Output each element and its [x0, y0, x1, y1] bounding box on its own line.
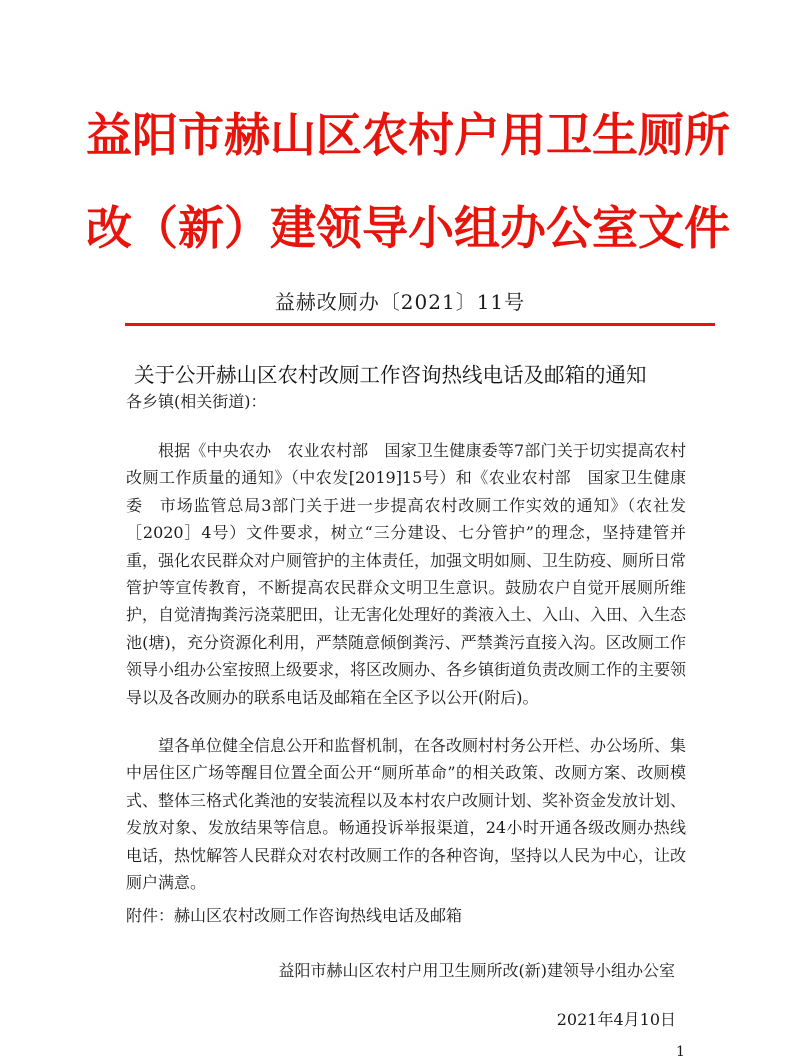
document-header-title-line2: 改（新）建领导小组办公室文件	[86, 201, 730, 255]
document-number: 益赫改厕办〔2021〕11号	[274, 290, 526, 314]
body-paragraph-1: 根据《中央农办 农业农村部 国家卫生健康委等7部门关于切实提高农村改厕工作质量的通知》（中农发[2019]15号）和《农业农村部 国家卫生健康委 市场监管总局3部门关于进一步提高农村改厕工作实效的通知》（农社发［2020］4号）文件要求，树立“三分建设、七分管护”的理念，坚持建管并重，强化农民群众对户厕管护的主体责任，加强文明如厕、卫生防疫、厕所日常管护等宣传教育，不断提高农民群众文明卫生意识。鼓励农户自觉开展厕所维护，自觉清掏粪污浇菜肥田，让无害化处理好的粪液入土、入山、入田、入生态池(塘)，充分资源化利用，严禁随意倾倒粪污、严禁粪污直接入沟。区改厕工作领导小组办公室按照上级要求，将区改厕办、各乡镇街道负责改厕工作的主要领导以及各改厕办的联系电话及邮箱在全区予以公开(附后)。	[126, 441, 687, 707]
notice-title: 关于公开赫山区农村改厕工作咨询热线电话及邮箱的通知	[134, 363, 647, 387]
attachment-note: 附件：赫山区农村改厕工作咨询热线电话及邮箱	[126, 906, 463, 925]
issue-date: 2021年4月10日	[556, 1010, 676, 1029]
page-number: 1	[676, 1044, 685, 1060]
document-header-title-line1: 益阳市赫山区农村户用卫生厕所	[86, 108, 730, 162]
issuing-office-signature: 益阳市赫山区农村户用卫生厕所改(新)建领导小组办公室	[278, 961, 675, 980]
body-paragraph-2: 望各单位健全信息公开和监督机制，在各改厕村村务公开栏、办公场所、集中居住区广场等醒目位置全面公开“厕所革命”的相关政策、改厕方案、改厕模式、整体三格式化粪池的安装流程以及本村农户改厕计划、奖补资金发放计划、发放对象、发放结果等信息。畅通投诉举报渠道，24小时开通各级改厕办热线电话，热忱解答人民群众对农村改厕工作的各种咨询，坚持以人民为中心，让改厕户满意。	[126, 736, 687, 893]
red-divider-line	[125, 323, 715, 326]
addressee: 各乡镇(相关街道)：	[126, 392, 267, 411]
